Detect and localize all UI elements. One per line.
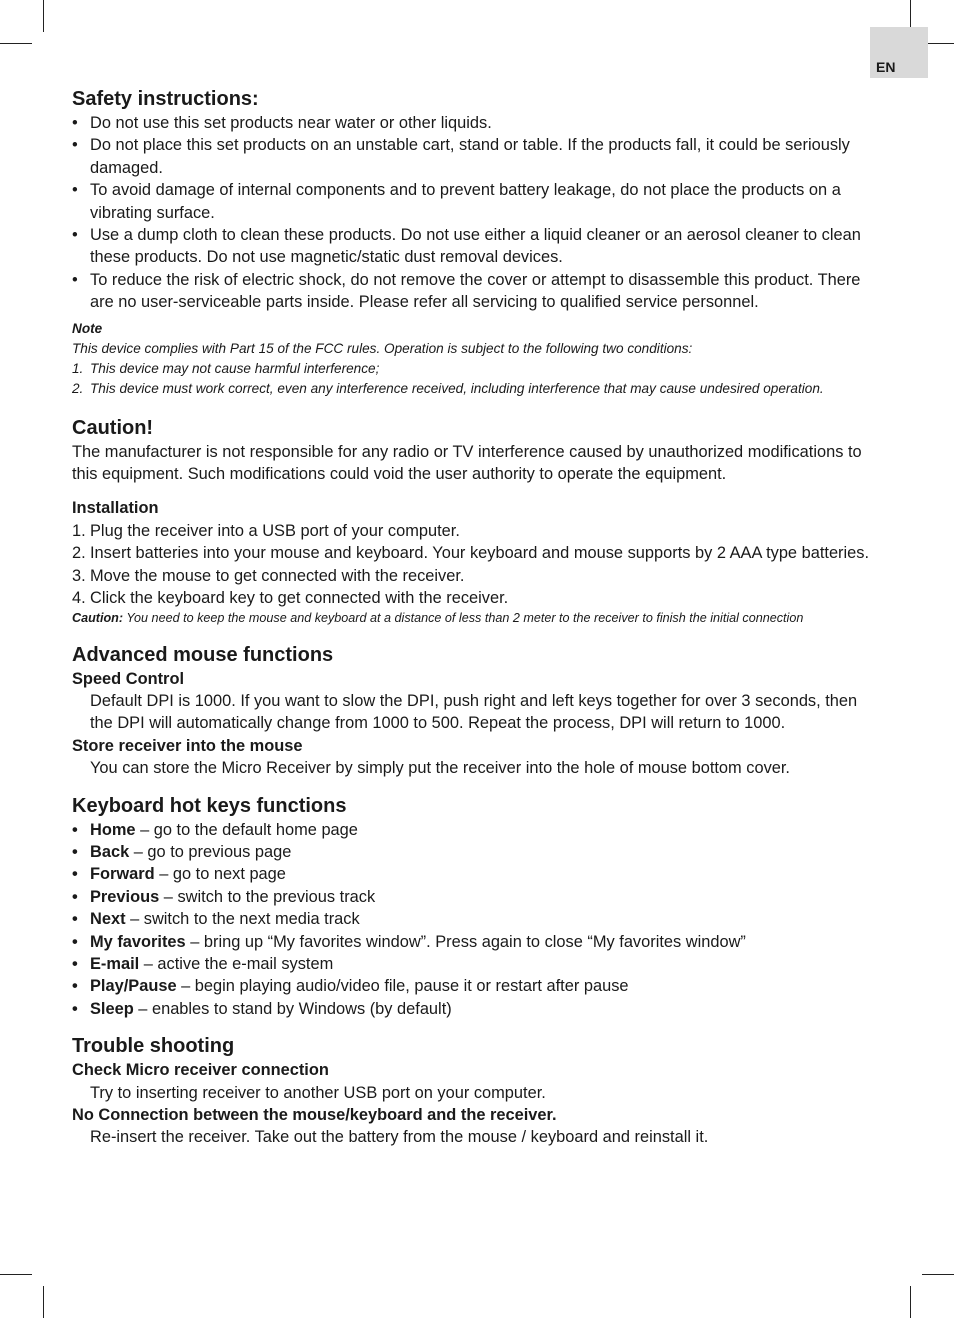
list-item (72, 863, 872, 885)
list-item (72, 379, 872, 399)
item-text: Click the keyboard key to get connected with the receiver. (90, 589, 509, 608)
store-receiver-title: Store receiver into the mouse (72, 736, 303, 755)
hotkey-name: Next (90, 910, 126, 929)
trouble-title: Trouble shooting (72, 1035, 235, 1058)
list-item: • Use a dump cloth to clean these products. Do not use either a liquid cleaner or an aerosol cleaner to clean these products. Do not use magnetic/static dust removal devices. (72, 224, 872, 269)
list-item (72, 998, 872, 1020)
hotkey-name: Home (90, 820, 136, 839)
trouble-section (72, 1033, 872, 1149)
list-item: • Do not place this set products on an unstable cart, stand or table. If the products fall, it could be seriously damaged. (72, 134, 872, 179)
item-number: 2. (72, 544, 86, 563)
mouse-title: Advanced mouse functions (72, 643, 334, 666)
hotkey-name: Play/Pause (90, 977, 177, 996)
hotkey-desc: – switch to the previous track (159, 887, 376, 906)
item-number: 1. (72, 521, 86, 540)
language-tab (870, 27, 928, 78)
crop-mark (0, 1274, 32, 1275)
safety-list (72, 112, 872, 314)
hotkey-name: Previous (90, 887, 160, 906)
list-item (72, 565, 872, 587)
check-receiver-text: Try to inserting receiver to another USB port on your computer. (90, 1083, 546, 1102)
language-tab-label: EN (876, 59, 896, 75)
page-content (72, 86, 872, 1149)
item-number: 1. (72, 360, 84, 376)
list-item (72, 587, 872, 609)
hotkey-desc: – switch to the next media track (125, 910, 360, 929)
list-item: • To avoid damage of internal components and to prevent battery leakage, do not place the products on a vibrating surface. (72, 179, 872, 224)
caution-title: Caution! (72, 416, 154, 439)
hotkey-desc: – enables to stand by Windows (by default) (133, 999, 452, 1018)
item-text: This device must work correct, even any interference received, including interference that may cause undesired operation. (90, 380, 824, 396)
list-item (72, 841, 872, 863)
speed-control-title: Speed Control (72, 669, 185, 688)
installation-steps (72, 520, 872, 610)
crop-mark (910, 1286, 911, 1318)
store-receiver-text: You can store the Micro Receiver by simply put the receiver into the hole of mouse bottom cover. (90, 759, 790, 778)
hotkeys-list (72, 819, 872, 1021)
list-item (72, 931, 872, 953)
caution-text: The manufacturer is not responsible for any radio or TV interference caused by unauthorized modifications to this equipment. Such modifications could void the user authority to operate the equipment. (72, 442, 862, 484)
list-item: • To reduce the risk of electric shock, do not remove the cover or attempt to disassemble this product. There are no user-serviceable parts inside. Please refer all servicing to qualified service personnel. (72, 269, 872, 314)
installation-title: Installation (72, 499, 159, 518)
list-item (72, 520, 872, 542)
list-item (72, 908, 872, 930)
hotkey-name: Forward (90, 865, 155, 884)
no-connection-title: No Connection between the mouse/keyboard and the receiver. (72, 1106, 557, 1124)
list-item (72, 953, 872, 975)
caution-section (72, 415, 872, 486)
hotkeys-title: Keyboard hot keys functions (72, 794, 347, 817)
item-text: This device may not cause harmful interference; (90, 360, 380, 376)
list-item (72, 975, 872, 997)
item-text: Move the mouse to get connected with the receiver. (90, 566, 465, 585)
item-text: Insert batteries into your mouse and keyboard. Your keyboard and mouse supports by 2 AAA type batteries. (90, 544, 870, 563)
hotkey-name: Sleep (90, 999, 134, 1018)
crop-mark (0, 43, 32, 44)
safety-title: Safety instructions: (72, 88, 259, 110)
caution-label: Caution: (72, 610, 124, 625)
hotkey-desc: – begin playing audio/video file, pause it or restart after pause (176, 977, 629, 996)
hotkey-name: E-mail (90, 954, 140, 973)
crop-mark (43, 0, 44, 32)
installation-section (72, 497, 872, 625)
list-item (72, 359, 872, 379)
hotkey-desc: – bring up “My favorites window”. Press again to close “My favorites window” (185, 932, 746, 951)
speed-control-text: Default DPI is 1000. If you want to slow the DPI, push right and left keys together for over 3 seconds, then the DPI will automatically change from 1000 to 500. Repeat the process, DPI will return to 1000. (90, 691, 858, 733)
installation-caution (72, 610, 872, 626)
hotkey-desc: – go to the default home page (135, 820, 358, 839)
hotkey-name: My favorites (90, 932, 186, 951)
mouse-section (72, 642, 872, 780)
note-label: Note (72, 320, 103, 336)
note-text: This device complies with Part 15 of the FCC rules. Operation is subject to the following two conditions: (72, 340, 693, 356)
hotkey-name: Back (90, 842, 130, 861)
list-item: • Do not use this set products near water or other liquids. (72, 112, 872, 134)
hotkey-desc: – go to previous page (129, 842, 292, 861)
caution-note-text: You need to keep the mouse and keyboard at a distance of less than 2 meter to the receiver to finish the initial connection (123, 610, 804, 625)
crop-mark (922, 1274, 954, 1275)
fcc-note (72, 319, 872, 399)
crop-mark (43, 1286, 44, 1318)
note-conditions (72, 359, 872, 399)
item-text: Plug the receiver into a USB port of your computer. (90, 521, 460, 540)
item-number: 2. (72, 380, 84, 396)
hotkeys-section (72, 793, 872, 1021)
hotkey-desc: – go to next page (154, 865, 286, 884)
list-item (72, 886, 872, 908)
item-number: 3. (72, 566, 86, 585)
no-connection-text: Re-insert the receiver. Take out the battery from the mouse / keyboard and reinstall it. (90, 1128, 709, 1147)
item-number: 4. (72, 589, 86, 608)
hotkey-desc: – active the e-mail system (139, 954, 334, 973)
check-receiver-title: Check Micro receiver connection (72, 1061, 329, 1080)
list-item (72, 819, 872, 841)
list-item (72, 542, 872, 564)
